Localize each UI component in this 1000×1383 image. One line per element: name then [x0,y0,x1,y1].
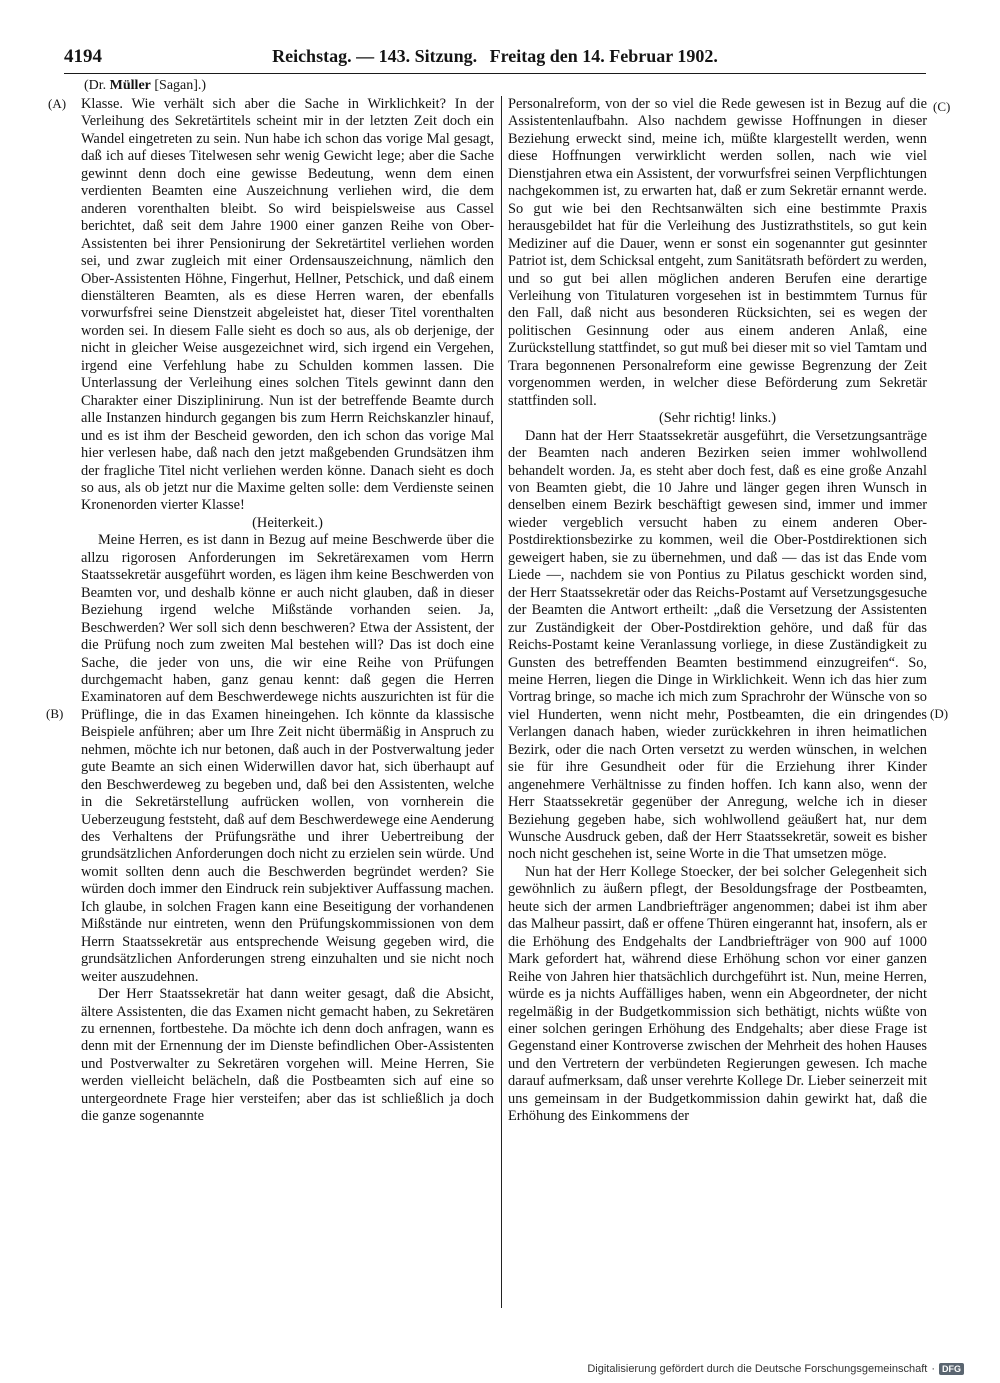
speaker-prefix: (Dr. [84,78,107,93]
speaker-line [84,78,206,94]
right-paragraph-2: Dann hat der Herr Staatssekretär ausgeführt, die Versetzungsanträge der Beamten nach anderen Bezirken seien immer wohlwollend behandelt worden. Ja, es steht aber doch fest, daß es eine große Anzahl von Beamten giebt, die 10 Jahre und länger gegen ihren Wunsch in denselben einem Bezirk beschäftigt gewesen sind, immer und immer wieder vergeblich versucht haben zu einem anderen Ober-Postdirektionsbezirke zu kommen, weil die Ober-Postdirektionen sich geweigert haben, sie zu übernehmen, und daß — das ist das Ende vom Liede —, nachdem sie von Pontius zu Pilatus geschickt worden sind, der Herr Staatssekretär oder das Reichs-Postamt auf Versetzungsgesuche der Beamten die Antwort ertheilt: „daß die Versetzung der Assistenten zur Zuständigkeit der Ober-Postdirektion gehöre, und daß für das Reichs-Postamt keine Veranlassung vorliege, in diese Zuständigkeit zu Gunsten des betreffenden Beamten bestimmend einzugreifen“. So, meine Herren, liegen die Dinge in Wirklichkeit. Wenn ich das hier zum Vortrag bringe, so mache ich mich zum Sprachrohr der Wünsche von so viel Hunderten, wenn nicht mehr, Postbeamten, die ein dringendes Verlangen danach haben, wieder zurückkehren in ihren heimatlichen Bezirk, oder die nach Orten versetzt zu werden wünschen, in welchen sie für ihre Gesundheit oder für die Erziehung ihrer Kinder angenehmere Verhältnisse zu finden hoffen. Ich kann also, wenn der Herr Staatssekretär gegenüber der Anregung, welche ich in dieser Beziehung gegeben habe, sich wohlwollend geäußert hat, nur dem Wunsche Ausdruck geben, daß der Herr Staatssekretär, soweit es bisher noch nicht geschehen ist, seine Worte in die That umsetzen möge. [508,427,927,863]
speaker-place: [Sagan].) [154,78,207,93]
right-paragraph-1: Personalreform, von der so viel die Rede gewesen ist in Bezug auf die Assistentenlaufbahn. Also nachdem gewisse Hoffnungen in dieser Beziehung erweckt sind, meine ich, müßte klargestellt werden, wenn diese Hoffnungen verwirklicht werden sollen, nach wie viel Dienstjahren etwa ein Assistent, der vorwurfsfrei seinen Verpflichtungen nachgekommen ist, zu erwarten hat, daß er zum Sekretär ernannt werde. So gut wie bei den Rechtsanwälten sich eine bestimmte Praxis herausgebildet hat für die Verleihung des Justizrathstitels, so gut kein Mediziner auf die Dauer, wenn er sonst ein sogenannter gut gesinnter Patriot ist, dem Schicksal entgeht, zum Sanitätsrath befördert zu werden, und so gut bei allen möglichen anderen Berufen eine derartige Verleihung von Titulaturen vorgesehen ist in bestimmtem Turnus für den Fall, daß nicht aus besonderen Rücksichten, sei es wegen der politischen Gesinnung oder aus einem anderen Anlaß, eine Zurückstellung stattfindet, so gut muß bei dieser mit so viel Tamtam und Trara begonnenen Personalreform eine gewisse Begrenzung der Zeit vorgenommen werden, in welcher diese Beförderung zum Sekretär stattfinden soll. [508,96,927,409]
margin-marker-d: (D) [930,706,949,721]
speaker-name: Müller [109,78,151,93]
margin-marker-b: (B) [46,706,64,721]
running-head-date: Freitag den 14. Februar 1902. [489,46,718,66]
margin-marker-c: (C) [933,99,951,114]
digitization-footer: Digitalisierung gefördert durch die Deutsche Forschungsgemeinschaft · DFG [587,1363,964,1375]
running-head-session: Reichstag. — 143. Sitzung. [272,46,478,66]
left-interjection: (Heiterkeit.) [252,514,323,531]
page-number: 4194 [64,46,102,67]
right-column [508,96,927,1126]
margin-marker-a: (A) [48,96,67,111]
right-paragraph-3: Nun hat der Herr Kollege Stoecker, der bei solcher Gelegenheit sich gewöhnlich zu äußern pflegt, der Besoldungsfrage der Postbeamten, heute sich der armen Landbriefträger angenommen; dabei ist ihm aber das Malheur passirt, daß er offene Thüren eingerannt hat, insofern, als er die Erhöhung des Endgehalts der Landbriefträger von 900 auf 1000 Mark gefordert hat, während diese Erhöhung schon vor einer ganzen Reihe von Jahren hier thatsächlich durchgeführt ist. Nun, meine Herren, würde es ja nichts Auffälliges haben, wenn ein Abgeordneter, der nicht regelmäßig in der Budgetkommission sich bethätigt, nichts wüßte von einer solchen geringen Erhöhung des Endgehalts; aber diese Frage ist Gegenstand einer Kontroverse zwischen der Mehrheit des hohen Hauses und den Vertretern der verbündeten Regierungen gewesen. Ich mache darauf aufmerksam, daß unser verehrte Kollege Dr. Lieber seinerzeit mit uns gemeinsam in der Budgetkommission dahin gewirkt hat, daß die Erhöhung des Einkommens der [508,863,927,1125]
dfg-logo: DFG [939,1363,964,1375]
left-column [81,96,494,1126]
page-header [64,46,926,74]
column-divider [501,96,502,1308]
running-head [64,46,926,67]
footer-credit: Digitalisierung gefördert durch die Deutsche Forschungsgemeinschaft [587,1363,928,1375]
header-rule [64,73,926,74]
right-interjection: (Sehr richtig! links.) [658,410,777,427]
left-paragraph-1: Klasse. Wie verhält sich aber die Sache in Wirklichkeit? In der Verleihung des Sekretärtitels scheint mir in der letzten Zeit doch ein Wandel eingetreten zu sein. Nun habe ich schon das vorige Mal gesagt, daß ich auf dieses Titelwesen sehr wenig Gewicht lege; aber die Sache gewinnt denn doch eine gewisse Bedeutung, wenn dem einen verdienten Beamten eine Auszeichnung verliehen wird, die dem anderen vorenthalten bleibt. So wird beispielsweise aus Cassel berichtet, daß seit dem Jahre 1900 einer ganzen Reihe von Ober-Assistenten bei ihrer Pensionirung der Sekretärtitel verliehen worden sei, und zwar zugleich mit einer Ordensauszeichnung, nämlich den Ober-Assistenten Höhne, Fingerhut, Hellner, Petschick, und daß einem dienstälteren Beamten, als es diese Herren waren, der ebenfalls vorwurfsfrei seine Dienstzeit abgeleistet hat, dieser Titel vorenthalten worden sei. In diesem Falle sieht es doch so aus, als ob derjenige, der nicht in gleicher Weise ausgezeichnet wird, sich irgend ein Vergehen, irgend eine Verfehlung habe zu Schulden kommen lassen. Die Unterlassung der Verleihung eines solchen Titels gewinnt dann den Charakter einer Disziplinirung. Nun ist der betreffende Beamte durch alle Instanzen hindurch gegangen bis zum Herrn Reichskanzler hinauf, und es ist ihm der Bescheid geworden, den ich schon das vorige Mal hier verlesen habe, daß nach den jetzt maßgebenden Grundsätzen ihm der fragliche Titel nicht verliehen werden könne. Danach sieht es doch so aus, als ob jetzt nur die Maxime gelten solle: dem Verdienste seinen Kronenorden vierter Klasse! [81,96,494,514]
left-paragraph-2: Meine Herren, es ist dann in Bezug auf meine Beschwerde über die allzu rigorosen Anforderungen im Sekretärexamen vom Herrn Staatssekretär ausgeführt worden, es lägen ihm keine Beschwerden von Beamten vor, und deshalb könne er auch nicht glauben, daß in dieser Beziehung irgend welche Mißstände vorhanden seien. Ja, Beschwerden? Wer soll sich denn beschweren? Etwa der Assistent, der die Prüfung noch zum zweiten Mal bestehen will? Das ist doch eine Sache, die jeder von uns, die wir eine Reihe von Prüfungen durchgemacht haben, ganz genau kennt: daß gegen die Herren Examinatoren auf dem Beschwerdewege nichts auszurichten ist für die Prüflinge, die in das Examen hineingehen. Ich könnte da klassische Beispiele anführen; aber um Ihre Zeit nicht übermäßig in Anspruch zu nehmen, möchte ich nur betonen, daß auch in der Postverwaltung jeder gute Beamte an sich einen Widerwillen davor hat, sich überhaupt auf den Beschwerdeweg zu begeben und, daß bei den Assistenten, welche in die Sekretärstellung aufrücken wollen, von vornherein die Ueberzeugung feststeht, daß auf dem Beschwerdewege eine Aenderung des Verhaltens der Prüfungsräthe und ihrer Uebertreibung der grundsätzlichen Anforderungen doch nicht zu erzielen sein würde. Und womit sollten denn auch die Beschwerden begründet werden? Sie würden doch immer den Eindruck rein subjektiver Auffassung machen. Ich glaube, in solchen Fragen kann eine Beseitigung der vorhandenen Mißstände nur eintreten, wenn den Prüfungskommissionen von dem Herrn Staatssekretär aus entsprechende Weisung gegeben wird, die grundsätzlichen Anforderungen streng einzuhalten und sie nicht noch weiter auszudehnen. [81,532,494,985]
left-paragraph-3: Der Herr Staatssekretär hat dann weiter gesagt, daß die Absicht, ältere Assistenten, die das Examen nicht gemacht haben, zu Sekretären zu ernennen, fortbestehe. Da möchte ich denn doch anfragen, wann es denn mit der Ernennung der im Dienste befindlichen Ober-Assistenten und Postverwalter zu Sekretären vorgehen will. Meine Herren, Sie werden vielleicht belächeln, daß die Postbeamten sich auf eine so untergeordnete Frage hier versteifen; aber das ist schließlich ja doch die ganze sogenannte [81,986,494,1125]
